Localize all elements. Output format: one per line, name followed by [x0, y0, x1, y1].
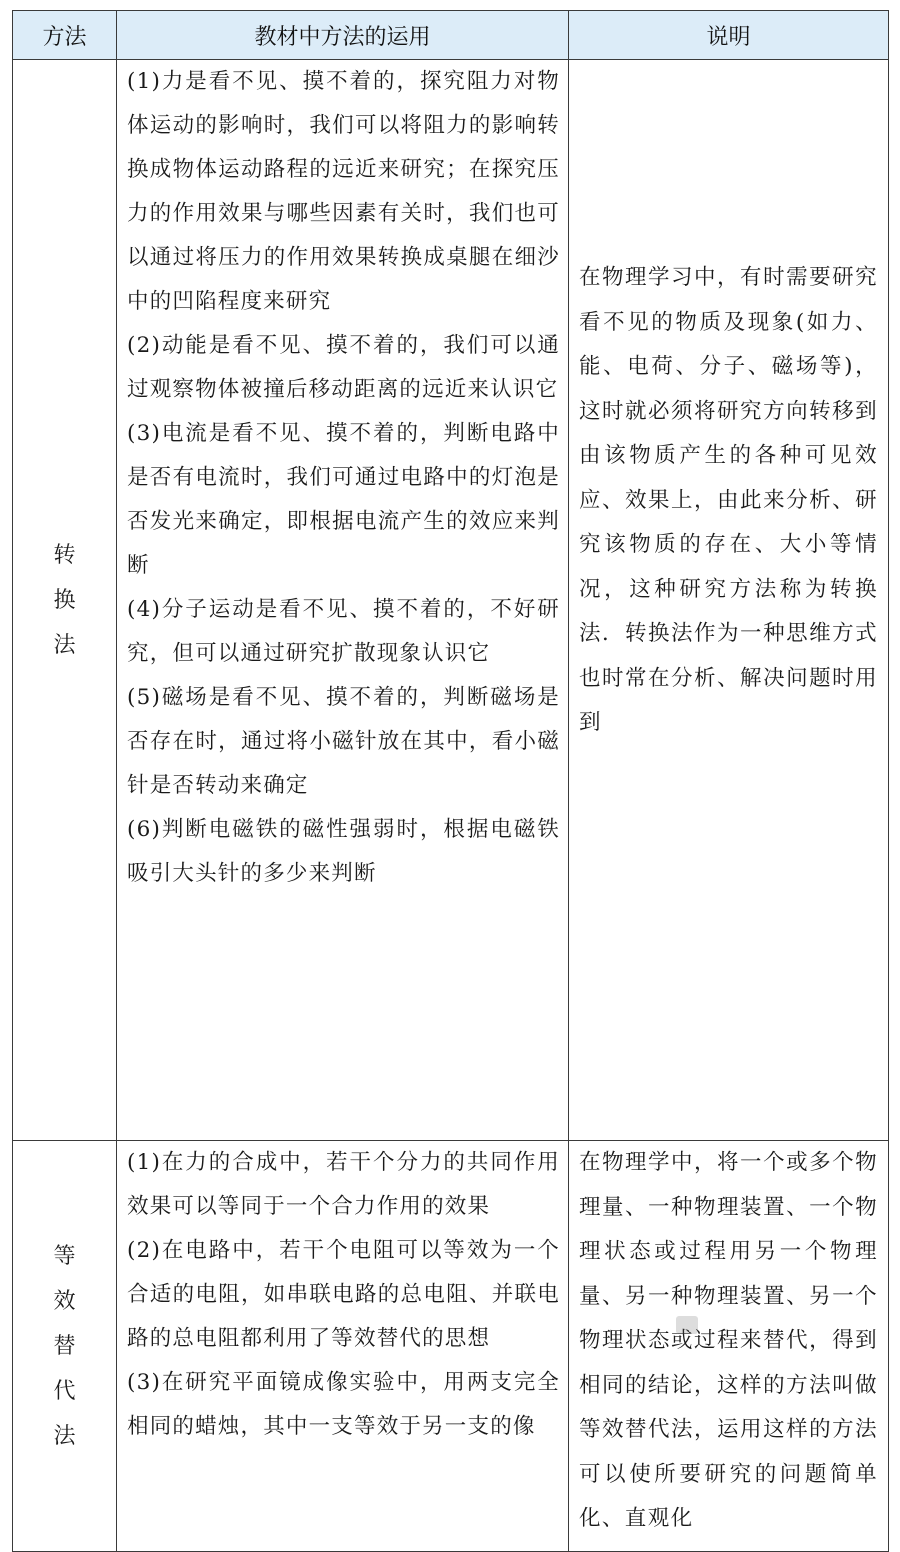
- application-item: (6)判断电磁铁的磁性强弱时，根据电磁铁吸引大头针的多少来判断: [127, 817, 560, 886]
- application-item: (3)在研究平面镜成像实验中，用两支完全相同的蜡烛，其中一支等效于另一支的像: [127, 1370, 560, 1439]
- application-item: (1)力是看不见、摸不着的，探究阻力对物体运动的影响时，我们可以将阻力的影响转换成物体运动路程的远近来研究；在探究压力的作用效果与哪些因素有关时，我们也可以通过将压力的作用效果转换成桌腿在细沙中的凹陷程度来研究: [127, 69, 560, 314]
- application-item: (1)在力的合成中，若干个分力的共同作用效果可以等同于一个合力作用的效果: [127, 1150, 560, 1219]
- table-row: [13, 60, 889, 1141]
- method-name: 等效替代法: [53, 1243, 76, 1449]
- header-explanation: 说明: [569, 11, 889, 60]
- watermark-logo-icon: [676, 1316, 698, 1334]
- application-item: (2)动能是看不见、摸不着的，我们可以通过观察物体被撞后移动距离的远近来认识它: [127, 333, 560, 402]
- method-cell: [13, 1141, 117, 1552]
- explanation-cell: [569, 60, 889, 1141]
- application-cell: [117, 60, 569, 1141]
- explanation-text: 在物理学习中，有时需要研究看不见的物质及现象(如力、能、电荷、分子、磁场等)，这时就必须将研究方向转移到由该物质产生的各种可见效应、效果上，由此来分析、研究该物质的存在、大小等情况，这种研究方法称为转换法．转换法作为一种思维方式也时常在分析、解决问题时用到: [579, 265, 878, 735]
- application-item: (4)分子运动是看不见、摸不着的，不好研究，但可以通过研究扩散现象认识它: [127, 597, 560, 666]
- application-item: (5)磁场是看不见、摸不着的，判断磁场是否存在时，通过将小磁针放在其中，看小磁针是否转动来确定: [127, 685, 560, 798]
- watermark: [636, 1312, 876, 1338]
- method-name: 转换法: [53, 542, 76, 658]
- method-cell: [13, 60, 117, 1141]
- header-method: 方法: [13, 11, 117, 60]
- application-item: (3)电流是看不见、摸不着的，判断电路中是否有电流时，我们可通过电路中的灯泡是否发光来确定，即根据电流产生的效应来判断: [127, 421, 560, 578]
- header-row: [13, 11, 889, 60]
- explanation-text: 在物理学中，将一个或多个物理量、一种物理装置、一个物理状态或过程用另一个物理量、另一种物理装置、另一个物理状态或过程来替代，得到相同的结论，这样的方法叫做等效替代法，运用这样的方法可以使所要研究的问题简单化、直观化: [579, 1150, 878, 1531]
- table-row: [13, 1141, 889, 1552]
- explanation-cell: [569, 1141, 889, 1552]
- application-item: (2)在电路中，若干个电阻可以等效为一个合适的电阻，如串联电路的总电阻、并联电路的总电阻都利用了等效替代的思想: [127, 1238, 560, 1351]
- header-application: 教材中方法的运用: [117, 11, 569, 60]
- application-cell: [117, 1141, 569, 1552]
